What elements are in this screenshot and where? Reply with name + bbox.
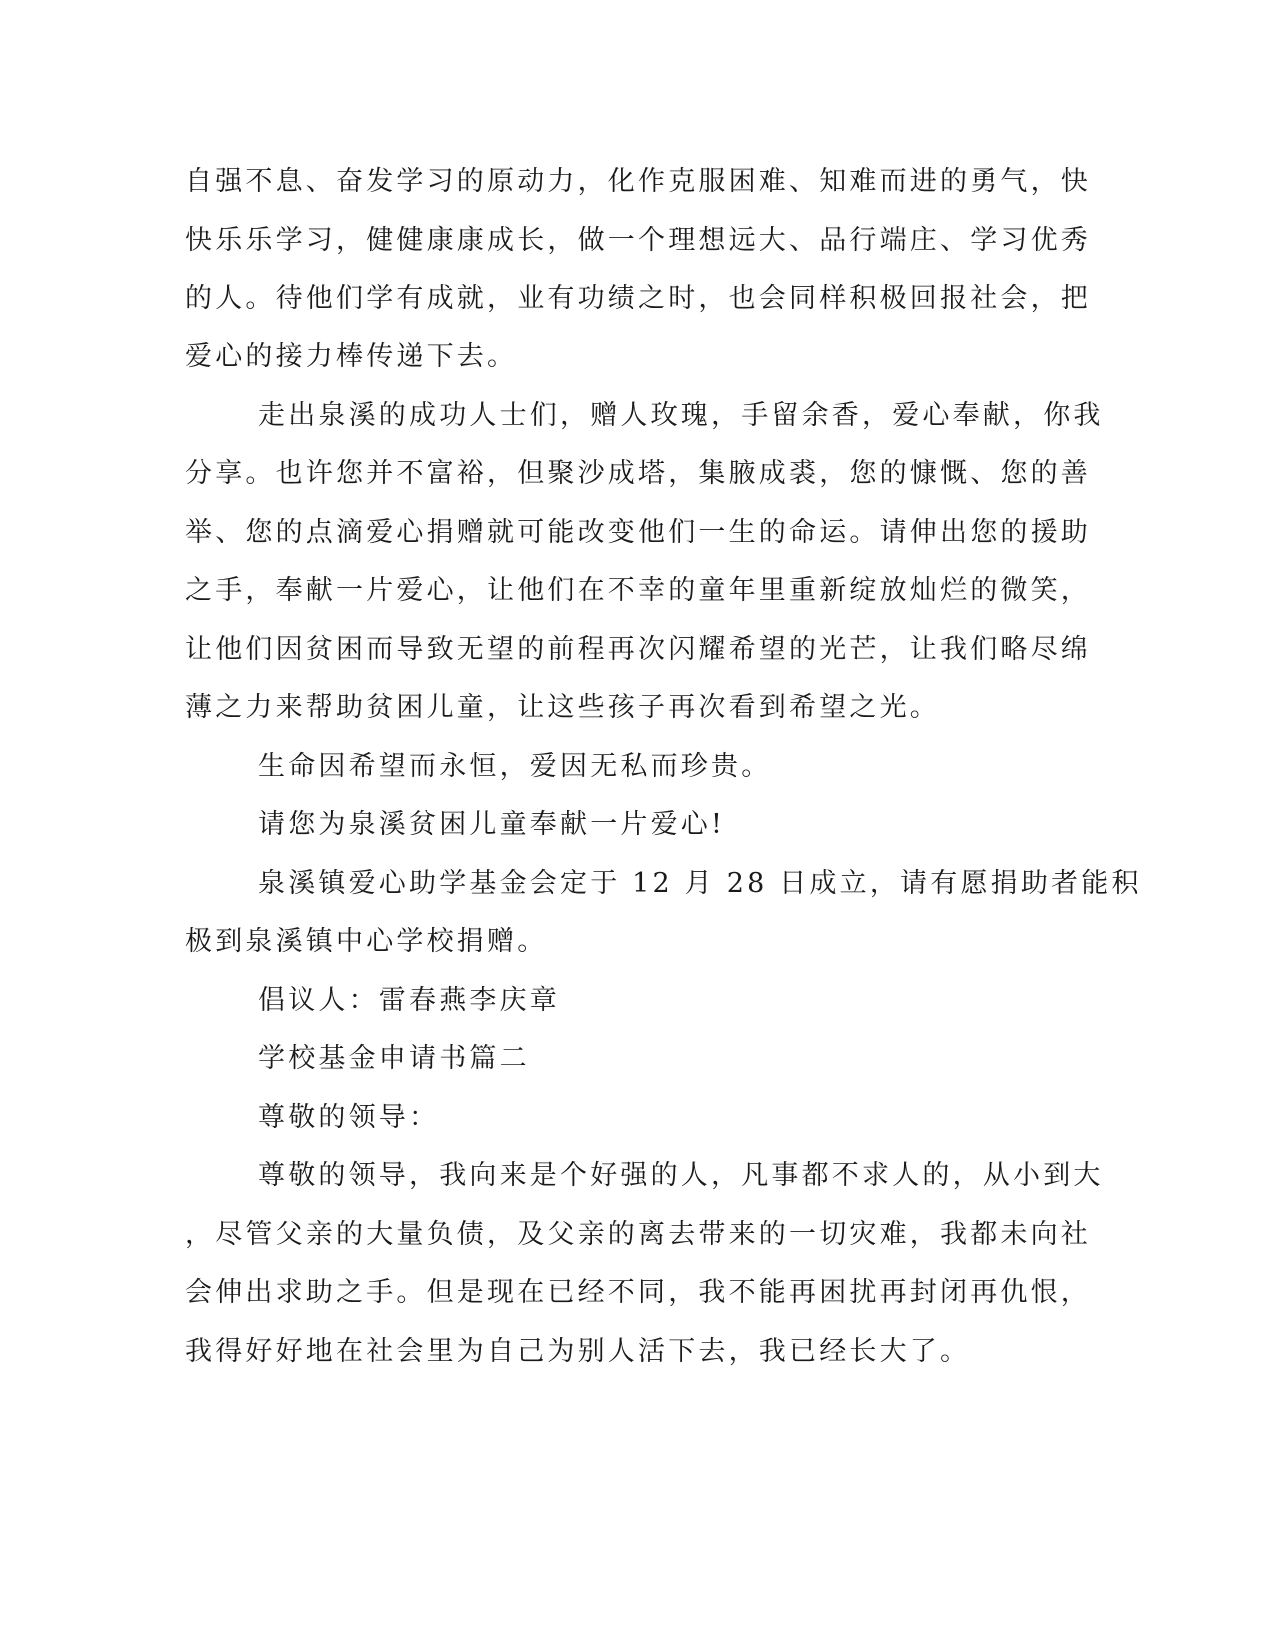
text-line: 爱心的接力棒传递下去。 (185, 341, 518, 372)
text-line: 的人。待他们学有成就，业有功绩之时，也会同样积极回报社会，把 (185, 283, 1091, 314)
text-line: 快乐乐学习，健健康康成长，做一个理想远大、品行端庄、学习优秀 (185, 225, 1091, 256)
text-line: 我得好好地在社会里为自己为别人活下去，我已经长大了。 (185, 1336, 971, 1367)
section-heading: 学校基金申请书篇二 (258, 1043, 530, 1074)
text-line: 尊敬的领导，我向来是个好强的人，凡事都不求人的，从小到大 (258, 1160, 1104, 1191)
salutation: 尊敬的领导： (258, 1102, 440, 1133)
text-line: 让他们因贫困而导致无望的前程再次闪耀希望的光芒，让我们略尽绵 (185, 634, 1091, 665)
text-line: 薄之力来帮助贫困儿童，让这些孩子再次看到希望之光。 (185, 692, 940, 723)
text-line: 极到泉溪镇中心学校捐赠。 (185, 926, 548, 957)
text-line: ，尽管父亲的大量负债，及父亲的离去带来的一切灾难，我都未向社 (185, 1219, 1091, 1250)
text-line: 会伸出求助之手。但是现在已经不同，我不能再困扰再封闭再仇恨， (185, 1277, 1091, 1308)
text-line: 走出泉溪的成功人士们，赠人玫瑰，手留余香，爱心奉献，你我 (258, 400, 1104, 431)
text-line: 举、您的点滴爱心捐赠就可能改变他们一生的命运。请伸出您的援助 (185, 517, 1091, 548)
text-line: 自强不息、奋发学习的原动力，化作克服困难、知难而进的勇气，快 (185, 166, 1091, 197)
text-line: 倡议人：雷春燕李庆章 (258, 985, 560, 1016)
text-line: 生命因希望而永恒，爱因无私而珍贵。 (258, 751, 772, 782)
text-line: 之手，奉献一片爱心，让他们在不幸的童年里重新绽放灿烂的微笑， (185, 575, 1091, 606)
text-line: 请您为泉溪贫困儿童奉献一片爱心! (258, 809, 726, 840)
text-line: 泉溪镇爱心助学基金会定于 12 月 28 日成立，请有愿捐助者能积 (258, 868, 1142, 899)
text-line: 分享。也许您并不富裕，但聚沙成塔，集腋成裘，您的慷慨、您的善 (185, 458, 1091, 489)
